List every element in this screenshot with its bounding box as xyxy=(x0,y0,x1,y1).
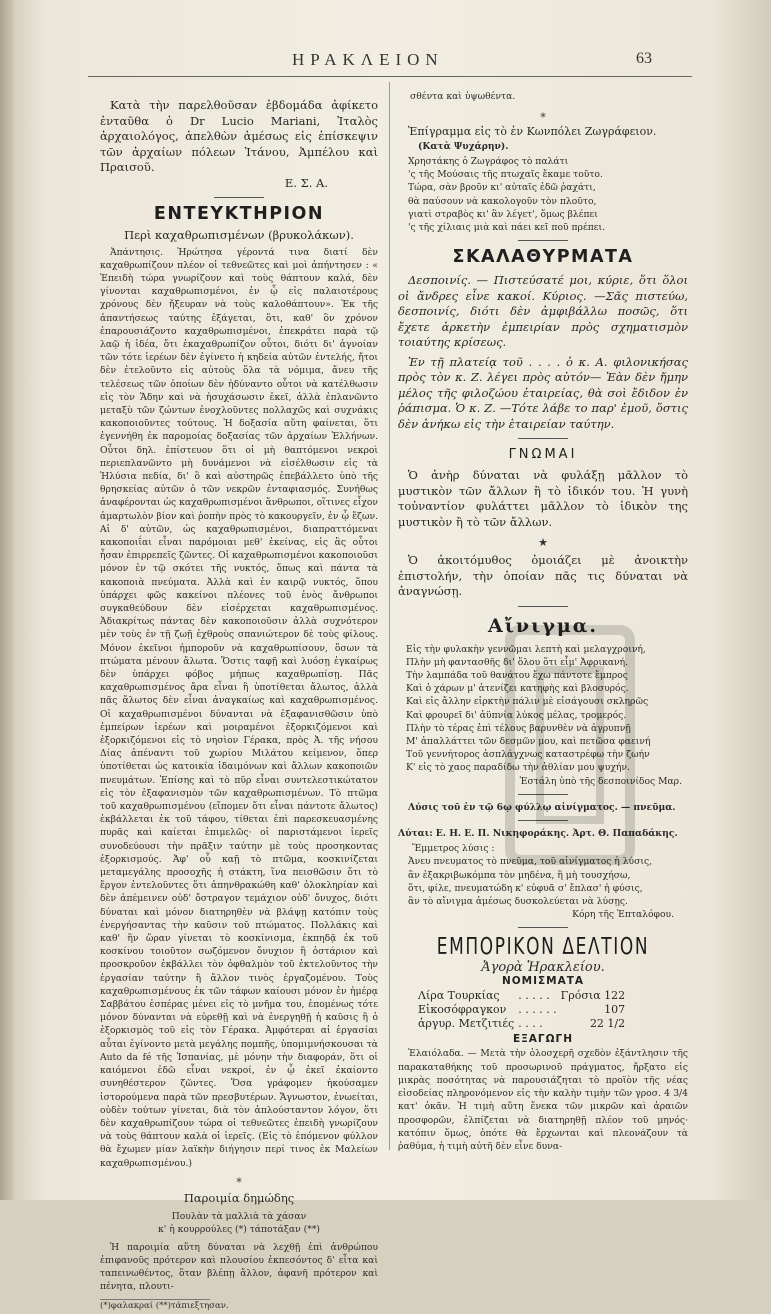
riddle-solvers: Λύται: Ε. Η. Ε. Π. Νικηφοράκης. Ἀρτ. Θ. Παπαδάκης. xyxy=(398,828,678,840)
paroimia-heading: Παροιμία δημώδης xyxy=(183,1190,295,1205)
paroimia-verse xyxy=(100,1210,378,1236)
paroimia-explanation: Ἡ παροιμία αὕτη δύναται νὰ λεχθῇ ἐπὶ ἀνθρώπου ἐπιφανοῦς πρότερον καὶ πλουσίου ἐκπεσόντος δ' εἶτα καὶ ταπεινωθέντος, ὅταν βλέπῃ ἄλλον, ἀφανῆ πρότερον καὶ πένητα, πλουτι- xyxy=(100,1241,378,1293)
ainigma-line: Καὶ εἰς ἄλλην εἱρκτὴν πάλιν μὲ εἰσάγουσι σκληρῶς xyxy=(406,696,649,708)
leader-dots: . . . . . xyxy=(518,989,550,1003)
page-header xyxy=(0,0,771,72)
ainigma-sender: Ἐστάλη ὑπὸ τῆς δεσποινίδος Μαρ. xyxy=(519,775,682,787)
leader-dots: . . . . xyxy=(518,1017,543,1031)
running-title: ΗΡΑΚΛΕΙΟΝ xyxy=(292,50,444,69)
epigram-line: θὰ παύσουν νὰ κακολογοῦν τὸν πλοῦτο, xyxy=(408,195,597,207)
coin-price: Γρόσια 122 xyxy=(560,989,626,1003)
verse-solution-line: ὅτι, φίλε, πνευματώδη κ' εὐφυᾶ σ' ἔπλασ' ἡ φύσις, xyxy=(408,882,643,894)
coin-row xyxy=(418,1003,629,1017)
coin-name: ἀργυρ. Μετζιτιές xyxy=(418,1017,515,1031)
ainigma-line: Πλὴν τὸ τέρας ἐπὶ τέλους βαρυνθὲν νὰ ἀγρυπνῇ xyxy=(406,722,631,734)
paroimia-line: Πουλὰν τὰ μαλλιὰ τὰ χάσαν xyxy=(171,1211,307,1223)
separator-asterisk: * xyxy=(236,1175,242,1189)
separator-asterisk: * xyxy=(540,111,546,125)
ainigma-verse xyxy=(398,643,688,775)
separator xyxy=(518,606,568,607)
exagogi-report: Ἐλαιόλαδα. — Μετὰ τὴν ὁλοσχερῆ σχεδὸν ἐξάντλησιν τῆς παρακαταθήκης τοῦ προσωρινοῦ πράγματος, ἤρξατο εἰς μικρὰς ποσότητας νὰ παρουσιάζηται τὸ προϊὸν τῆς νέας εἰσοδείας πληρονόμενον εἰς τὴν καλὴν τιμὴν τῶν γροσ. 4 3/4 κατ' ὀκᾶν. Ἡ τιμὴ αὕτη ἕνεκα τῶν μικρῶν καὶ ἀραιῶν προσφορῶν, ἐλπίζεται νὰ διατηρηθῇ πλέον τοῦ μηνός· κατόπιν ὅμως, ὁπότε θὰ ἔρχωνται καὶ πλεονάζουν τὰ ῥαθύμα, ἡ τιμὴ αὐτῆ δὲν εἶνε δυνα- xyxy=(398,1048,688,1152)
separator xyxy=(518,438,568,439)
ainigma-line: Καὶ φρουρεῖ δι' ἀϋπνία λύκος μέλας, τρομερός. xyxy=(406,709,627,721)
gnomai-maxim-2: Ὁ ἀκοιτόμυθος ὁμοιάζει μὲ ἀνοικτὴν ἐπιστολήν, τὴν ὁποίαν πᾶς τις δύναται νὰ ἀναγνώσῃ. xyxy=(398,553,688,599)
gnomai-heading: ΓΝΩΜΑΙ xyxy=(508,447,578,463)
ainigma-line: Καὶ ὁ χάρων μ' ἀτενίζει κατηφὴς καὶ βλοσυρός. xyxy=(406,683,629,695)
ainigma-line: Κ' εἰς τὸ χαος παραδίδω τὴν ἀθλίαν μου ψυχήν. xyxy=(406,762,630,774)
paroimia-line: κ' ἡ κουρρούλες (*) τάποτάξαν (**) xyxy=(158,1224,320,1236)
right-column xyxy=(398,90,688,1150)
separator xyxy=(518,927,568,928)
coin-price-table xyxy=(418,989,629,1031)
separator xyxy=(214,197,264,198)
page-number: 63 xyxy=(636,50,652,67)
enteuktirion-article: Ἀπάντησις. Ἠρώτησα γέροντά τινα διατί δὲν καχαθρωπίζουν πλέον οἱ τεθνεῶτες καὶ μοὶ ἀπήντησεν : « Ἐπειδὴ τώρα γνωρίζουν καὶ τοὺς θάπτουν καλά, δὲν γίνονται καχαθρωπισμένοι, ἐν ᾧ εἰς παλαιοτέρους χρόνους δὲν ἤξευραν νὰ τοὺς καλοθάπτουν». Ἐκ τῆς ἀπαντήσεως ταύτης ἐξάγεται, ὅτι, καθ' ὃν χρόνον ἐπαρουσιάζοντο καχαθρωπισμένοι, ἐπεκράτει παρὰ τῷ λαῷ ἡ ἰδέα, ὅτι ἐκαχαθρωπίζον οὗτοι, διότι δι' ἀγνοίαν τῶν τότε ἱερέων δὲν ἐγίνετο ἡ κηδεία αὐτῶν ἐντελής, ἤτοι δὲν ἐτελοῦντο εἰς αὐτοὺς ὅλα τὰ νόμιμα, ἄνευ τῆς τελέσεως τῶν ὁποίων δὲν ἠδύναντο οὗτοι νὰ κατέλθωσιν εἰς τὸν Ἅδην καὶ νὰ ἡσυχάσωσιν ἐκεῖ, ἀλλὰ ἐπλανῶντο μεταξὺ τῶν ζώντων ἐνοχλοῦντες πολλαχῶς καὶ συχνάκις κακοποιοῦντες τούτους. Ἡ δοξασία αὕτη φαίνεται, ὅτι ἐγεννήθη ἐκ παρομοίας δοξασίας τῶν ἀρχαίων Ἑλλήνων. Οὗτοι δηλ. ἐπίστευον ὅτι οἱ μὴ θαπτόμενοι νεκροὶ περιεπλανῶντο μὴ δυνάμενοι νὰ εἰσέλθωσιν εἰς τὰ Ἠλύσια πεδία, δι' ὃ καὶ αὐστηρῶς ἐπεβάλλετο ὑπὸ τῆς θρησκείας αὐτῶν ὁ τῶν νεκρῶν ἐνταφιασμός. Συνήθως ἀναφέρονται ὡς καχαθρωπισμένοι ἄνθρωποι, οἵτινες εἶχον ἁμαρτωλὸν βίον καὶ ῥοπὴν πρὸς τὸ κακουργεῖν, ἐν ᾧ ἔζων. Αἱ δ' αὐτῶν, ὡς καχαθρωπισμένοι, διαπραττόμεναι κακοποιΐαι εἶναι παρόμοιαι μεθ' ἐκείνας, εἰς ἃς οὗτοι ἦσαν ἐπιρρεπεῖς ζῶντες. Οἱ καχαθρωπισμένοι κακοποιοῦσι μόνον ἐν τῷ σκότει τῆς νυκτός, ὅπως καὶ πάντα τὰ κακοποιὰ πνεύματα. Ἀλλὰ καὶ ἐν καιρῷ νυκτός, ὅπου ὑπάρχει φῶς κακείνοι πλέονες τοῦ ἑνὸς ἄνθρωποι συγκαθεύδουν δὲν εἰσέρχεται καχαθρωπισμένος. Ἀδιακρίτως πάντας δὲν κακοποιοῦσιν ἀλλὰ συχνότερον μὲν τοὺς ἐν τῇ ζωῇ ἐχθροὺς σπανιώτερον δὲ τοὺς φίλους. Μόνον ἐκεῖνοι ἠμποροῦν νὰ καχαθρωπίσουν, ὅσων τὰ πτώματα μένουν ἄλωτα. Ὅστις ταφῇ καὶ λυόσῃ ἐγκαίρως δὲν ὑπάρχει φόβος μήπως καχαθρωπίσῃ. Πᾶς καχαθρωπισμένος ἄρα εἶναι ἢ ὑποτίθεται ἄλωτος, ἀλλὰ πᾶς ἄλωτος δὲν εἶναι ἀναγκαίως καὶ καχαθρωπισμένος. Οἱ καχαθρωπισμένοι δύνανται νὰ ἐξαφανισθῶσιν ὑπὸ ἐμπείρων ἱερέων καὶ μοιραμένοι ἐξορκιζόμενοι καὶ ἐξορκιζόμενοι εἰς τὸ νησὶον Γέρακα, πρὸς Ἀ. τῆς νήσου Δίας ἀπέναντι τοῦ χωρίου Μιλάτου κείμενον, ὅπερ ὑποτίθεται ὡς κατοικία ἰδαιμόνων καὶ ἄλλων κακοποιῶν πνευμάτων. Ἐπίσης καὶ τὸ πῦρ εἶναι συντελεστικώτατον εἰς τὸν ἐξαφανισμὸν τῶν καχαθρωπισμένων. Τὸ πτῶμα τοῦ καχαθρωπισμένου (εἴπομεν ὅτι εἶναι πάντοτε ἄλωτος) ἐκβάλλεται ἐκ τοῦ τάφου, τίθεται ἐπὶ παρεσκευασμένης πυρᾶς καὶ καίεται ἐπιμελῶς· οἱ παριστάμενοι ἱερεῖς συνοδεύουσι τὴν πρᾶξιν ταύτην μὲ τοὺς προσηκοντας ἐξορκισμούς. Ἀφ' οὗ καῇ τὸ πτῶμα, κοσκινίζεται μεταμεγάλης προσοχῆς ἡ στάκτη, ἵνα πεισθῶσιν ὅτι τὸ ἔργον ἐντελοῦντες ὅτι ἀπηνθρακώθη καθ' ὁλοκληρίαν καὶ δὲν ἀπέμεινεν οὐδ' ὄστραγον τεμάχιον οὐδ' ὄνυχος, διότι δύναται καὶ μόνον διατηρηθὲν νὰ βλάψῃ κατόπιν τοὺς ἐνεργήσαντας τὴν καῦσιν τοῦ πτώματος. Πολλάκις καὶ καθ' ἣν ὥραν γίνεται τὸ κοσκίνισμα, ἐκπηδᾷ ἐκ τοῦ κοσκίνου τοιοῦτον σωζόμενον ὄνυχιον ἢ ὀστάριον καὶ προσκροῦον ἐκβάλλει τὸν ὀφθαλμὸν τοῦ ἐκτελοῦντος τὴν ἐργασίαν ταύτην ἢ ἄλλον τινὸς ἐργαζομένου. Τοὺς καχαθρωπισμένους ἐκ τῶν τάφων καίουσι μόνον ἐν ἡμέρᾳ Σαββάτου ἑσπέρας μένει εἰς τὸ μνῆμα του, ἐπομένως τότε μόνον δύνανται νὰ εὑρεθῇ καὶ νὰ ἐνεργηθῇ ἡ καῦσις ἢ ὁ ἐξορκισμὸς τοῦ εἰς τὸν Γέρακα. Ἀμφότεραι αἱ ἐργασίαι αὗται ἐγίνοντο μετὰ μεγάλης πομπῆς, ὑπομιμνήσκουσαι τὰ Auto da fé τῆς Ἱσπανίας, μὲ μόνην τὴν διαφοράν, ὅτι οἱ καιόμενοι ἐδῶ εἶναι νεκροί, ἐν ᾧ ἐκεῖ ἐκαίοντο συνηθέστερον ζῶντες. Ὅσα γράφομεν ἠκούσαμεν ἱστορούμενα παρὰ τῶν πρεσβυτέρων. Ἄγνωστον, ἐνωείται, οὐδὲν τούτων γίνεται, διὰ τὸν ἁπλούσταντον λόγον, ὅτι δὲν καχαθρωπίζουν τώρα οἱ τεθνεῶτες ἐπειδὴ γνωρίζουν νὰ τοὺς θάπτουν καλὰ οἱ ἱερεῖς. (Εἰς τὸ ἐπόμενον φύλλον θὰ ἔχωμεν μίαν λαϊκὴν διήγησιν περί τινος ἐκ Μαλείων καχαθρωπισμένου.) xyxy=(100,246,378,1169)
epigram-line: Τώρα, σὰν βροῦν κι' αὐταῖς ἐδῶ ῥαχάτι, xyxy=(408,182,596,194)
market-subtitle: Ἀγορὰ Ἡρακλείου. xyxy=(481,960,605,976)
notice-signature: Ε. Σ. Α. xyxy=(284,175,328,190)
archaeologist-notice: Κατὰ τὴν παρελθοῦσαν ἑβδομάδα ἀφίκετο ἐνταῦθα ὁ Dr Lucio Mariani, Ἰταλὸς ἀρχαιολόγος, ἀπελθὼν ἀμέσως εἰς ἐπίσκεψιν τῶν ἀρχαίων πόλεων Ἰτάνου, Ἀμπέλου καὶ Πραισοῦ. xyxy=(100,98,378,174)
coin-row xyxy=(418,1017,629,1031)
verse-solution-line: Ἀνευ πνευματος τὸ πνεῦμα, τοῦ αἰνίγματος ἡ λύσις, xyxy=(408,856,653,868)
skalathyrmata-joke-1: Δεσποινίς. — Πιστεύσατέ μοι, κύριε, ὅτι ὅλοι οἱ ἄνδρες εἶνε κακοί. Κύριος. —Σᾶς πιστεύω, δεσποινίς, διότι δὲν ἀμφιβάλλω ποσῶς, ὅτι ἔχετε ἀρκετὴν ἐμπειρίαν πρὸς σχηματισμὸν τοιαύτης κρίσεως. xyxy=(398,273,688,350)
coin-name: Εἰκοσόφραγκον xyxy=(418,1003,507,1017)
separator xyxy=(518,820,568,821)
separator-star: ★ xyxy=(538,536,548,550)
verse-solution-line: ἂν τὸ αἴνιγμα ἀμέσως δυσκολεύεται νὰ λύσῃς. xyxy=(408,896,628,908)
left-column xyxy=(100,90,378,1312)
column-divider xyxy=(389,82,390,1150)
previous-riddle-solution: Λύσις τοῦ ἐν τῷ 6ῳ φύλλῳ αἰνίγματος. — πνεῦμα. xyxy=(408,801,676,813)
coin-price: 107 xyxy=(604,1003,626,1017)
ainigma-line: Εἰς τὴν φυλακὴν γεννῶμαι λεπτὴ καὶ μελαγχροινή, xyxy=(406,643,646,655)
ainigma-line: Τὴν λαμπάδα τοῦ θανάτου ἔχω πάντοτε ἔμπρος xyxy=(406,670,628,682)
header-rule xyxy=(88,76,692,77)
ainigma-line: Τοῦ γεννήτορος ἀσπλάγχνως καταστρέφω τὴν ζωήν xyxy=(406,749,650,761)
coins-heading: ΝΟΜΙΣΜΑΤΑ xyxy=(501,975,585,988)
coin-name: Λίρα Τουρκίας xyxy=(418,989,500,1003)
epigram-line: Χρηστάκης ὁ Ζωγράφος τὸ παλάτι xyxy=(408,155,569,167)
verse-solution xyxy=(398,855,688,908)
separator xyxy=(518,794,568,795)
epigram-heading: Ἐπίγραμμα εἰς τὸ ἐν Κωνπόλει Ζωγράφειον. xyxy=(408,125,657,139)
verse-solution-label: Ἔμμετρος λύσις : xyxy=(412,843,495,855)
epigram-poem xyxy=(398,155,688,234)
coin-price: 22 1/2 xyxy=(589,1017,626,1031)
ainigma-heading: Αἴνιγμα. xyxy=(488,614,598,637)
footnote: (*)φαλακραί (**)τάπιεξτησαν. xyxy=(100,1301,229,1312)
enteuktirion-subtitle: Περὶ καχαθρωπισμένων (βρυκολάκων). xyxy=(124,228,354,242)
emporikon-deltion-heading: ΕΜΠΟΡΙΚΟΝ ΔΕΛΤΙΟΝ xyxy=(436,934,650,961)
leader-dots: . . . . . . xyxy=(518,1003,557,1017)
epigram-line: 'ς τῆς Μούσαις τῆς πτωχαῖς ἔκαμε τοῦτο. xyxy=(408,169,603,181)
epigram-author: (Κατὰ Ψυχάρην). xyxy=(418,140,509,152)
enteuktirion-heading: ΕΝΤΕΥΚΤΗΡΙΟΝ xyxy=(153,204,325,224)
continued-text: σθέντα καὶ ὑψωθέντα. xyxy=(410,91,516,102)
verse-solution-line: ἂν ἐξακριβωκόμπα τὸν μηδένα, ἢ μὴ τουσχήσω, xyxy=(408,869,631,881)
skalathyrmata-heading: ΣΚΑΛΑΘΥΡΜΑΤΑ xyxy=(452,247,634,268)
epigram-line: 'ς τῆς χίλιαις μιὰ καὶ πάει κεῖ ποῦ πρέπει. xyxy=(408,221,606,233)
skalathyrmata-joke-2: Ἐν τῇ πλατείᾳ τοῦ . . . . ὁ κ. Α. φιλονικήσας πρὸς τὸν κ. Ζ. λέγει πρὸς αὐτόν— Ἐὰν δὲν ἤμην μέλος τῆς φιλοζώου ἑταιρείας, θὰ σοὶ ἔδιδον ἐν ῥάπισμα. Ὁ κ. Ζ. —Τότε λάβε το παρ' ἐμοῦ, ὅστις δὲν ἀνήκω εἰς τὴν ἑταιρείαν ταύτην. xyxy=(398,354,688,431)
verse-solution-signature: Κόρη τῆς Ἐπταλόφου. xyxy=(572,909,674,921)
ainigma-line: Πλὴν μὴ φαντασθῆς δι' ὅλου ὅτι εἶμ' Ἀφρικανή. xyxy=(406,656,629,668)
separator xyxy=(518,240,568,241)
page-binding-edge xyxy=(0,0,14,1200)
gnomai-maxim-1: Ὁ ἀνὴρ δύναται νὰ φυλάξῃ μᾶλλον τὸ μυστικὸν τῶν ἄλλων ἢ τὸ ἰδικόν του. Ἡ γυνὴ τοὐναντίον φυλάττει μᾶλλον τὸ ἰδικὸν της μυστικὸν ἢ τὸ τῶν ἄλλων. xyxy=(398,468,688,529)
coin-row xyxy=(418,989,629,1003)
exagogi-heading: ΕΞΑΓΩΓΗ xyxy=(512,1033,574,1046)
ainigma-line: Μ' ἀπαλλάττει τῶν δεσμῶν μου, καὶ πετῶσα φαεινή xyxy=(406,736,651,748)
epigram-line: γιατὶ στραβὸς κι' ἂν λέγετ', ὅμως βλέπει xyxy=(408,208,598,220)
